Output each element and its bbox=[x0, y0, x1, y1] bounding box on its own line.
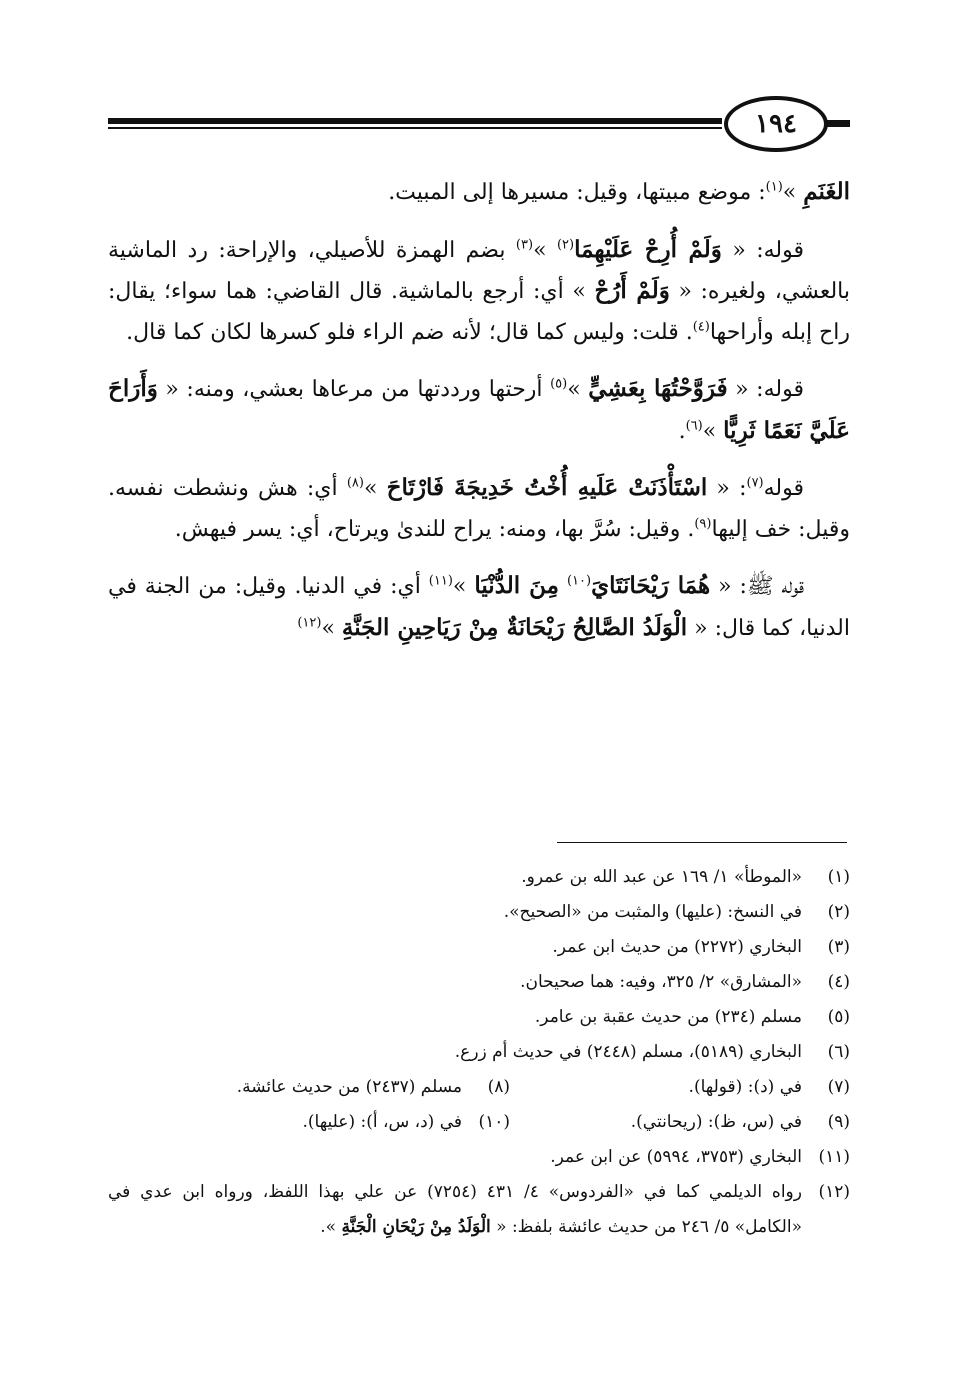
hadith-quote: وَلَمْ أُرِحْ عَلَيْهِمَا bbox=[574, 235, 722, 263]
paragraph bbox=[108, 566, 850, 649]
footnote-row-9-10 bbox=[108, 1105, 850, 1140]
footnote-12 bbox=[108, 1175, 850, 1245]
footnote-5 bbox=[108, 1000, 850, 1035]
text-run: أي: في الدنيا. وقيل: من الجنة في الدنيا، كما قال: « bbox=[108, 574, 850, 641]
page-number: ١٩٤ bbox=[755, 109, 797, 139]
footnote-4 bbox=[108, 965, 850, 1000]
footnote-separator bbox=[557, 842, 847, 843]
footnote-number: (١١) bbox=[818, 1147, 850, 1167]
text-run: . bbox=[678, 418, 686, 444]
text-run: : « bbox=[707, 476, 747, 501]
footnote-8 bbox=[237, 1070, 510, 1105]
footnote-text-tail: ». bbox=[320, 1217, 342, 1237]
text-run: أي: هش ونشطت نفسه. وقيل: خف إليها bbox=[108, 476, 850, 542]
footnote-ref: (٧) bbox=[746, 475, 764, 491]
footnote-ref: (١) bbox=[765, 179, 783, 195]
footnote-text: في (د، س، أ): (عليها). bbox=[302, 1112, 462, 1132]
footnote-number: (٤) bbox=[827, 972, 850, 992]
text-run: » bbox=[321, 615, 342, 641]
footnote-number: (٩) bbox=[827, 1112, 850, 1132]
footnote-ref: (٣) bbox=[515, 237, 534, 253]
text-run: أرحتها ورددتها من مرعاها بعشي، ومنه: « bbox=[157, 377, 551, 402]
footnote-text: «المشارق» ٢/ ٣٢٥، وفيه: هما صحيحان. bbox=[520, 972, 802, 992]
text-run: » أي: أرجع بالماشية. قال القاضي: هما سواء؛ يقال: راح إبله وأراحها bbox=[108, 279, 850, 345]
page-number-badge bbox=[724, 96, 828, 152]
text-run: » bbox=[363, 476, 387, 501]
footnote-1 bbox=[108, 860, 850, 895]
footnote-ref: (٢) bbox=[556, 237, 575, 253]
footnote-ref: (١٢) bbox=[297, 615, 322, 631]
hadith-quote: وَأَرَاحَ عَلَيَّ نَعَمًا ثَرِيًّا bbox=[108, 375, 850, 444]
footnote-number: (٧) bbox=[827, 1077, 850, 1097]
text-run: قوله: « bbox=[727, 377, 804, 402]
footnote-number: (١٢) bbox=[818, 1182, 850, 1202]
paragraph bbox=[108, 369, 850, 452]
footnote-ref: (٨) bbox=[346, 475, 364, 491]
footnote-text: «الموطأ» ١/ ١٦٩ عن عبد الله بن عمرو. bbox=[521, 867, 802, 887]
footnote-quote: الْوَلَدُ مِنْ رَيْحَانِ الْجَنَّةِ bbox=[341, 1217, 491, 1237]
footnote-number: (١٠) bbox=[478, 1112, 510, 1132]
footnote-2 bbox=[108, 895, 850, 930]
footnote-text: البخاري (٣٧٥٣، ٥٩٩٤) عن ابن عمر. bbox=[550, 1147, 802, 1167]
footnote-number: (١) bbox=[827, 867, 850, 887]
paragraph bbox=[108, 230, 850, 354]
paragraph bbox=[108, 468, 850, 550]
footnote-row-7-8 bbox=[108, 1070, 850, 1105]
text-run: : موضع مبيتها، وقيل: مسيرها إلى المبيت. bbox=[388, 180, 766, 205]
footnote-ref: (١١) bbox=[428, 573, 453, 589]
footnote-number: (٦) bbox=[827, 1042, 850, 1062]
footnotes bbox=[108, 860, 850, 1245]
hadith-quote: هُمَا رَيْحَانَتَايَ bbox=[591, 572, 711, 599]
footnote-number: (٥) bbox=[827, 1007, 850, 1027]
main-text bbox=[108, 172, 850, 665]
footnote-10 bbox=[302, 1105, 510, 1140]
footnote-number: (٨) bbox=[487, 1077, 510, 1097]
paragraph bbox=[108, 172, 850, 214]
footnote-text bbox=[108, 1175, 802, 1245]
footnote-number: (٣) bbox=[827, 937, 850, 957]
text-run: بضم الهمزة للأصيلي، والإراحة: رد الماشية بالعشي، ولغيره: « bbox=[108, 237, 850, 304]
text-run bbox=[559, 574, 567, 599]
header-rule-thick bbox=[108, 118, 722, 124]
footnote-number: (٢) bbox=[827, 902, 850, 922]
footnote-6 bbox=[108, 1035, 850, 1070]
footnote-11 bbox=[108, 1140, 850, 1175]
footnote-text: في (د): (قولها). bbox=[688, 1077, 802, 1097]
footnote-text: في (س، ظ): (ريحانتي). bbox=[630, 1112, 802, 1132]
text-run: قوله ﷺ: « bbox=[710, 574, 805, 599]
header-rule-right bbox=[826, 120, 850, 127]
footnote-text: البخاري (٢٢٧٢) من حديث ابن عمر. bbox=[552, 937, 802, 957]
text-run: » bbox=[782, 180, 804, 205]
footnote-9 bbox=[510, 1105, 850, 1140]
hadith-quote: الْوَلَدُ الصَّالِحُ رَيْحَانَةٌ مِنْ رَيَاحِينِ الجَنَّةِ bbox=[341, 613, 688, 641]
text-run: . قلت: وليس كما قال؛ لأنه ضم الراء فلو كسرها لكان كما قال. bbox=[126, 319, 693, 345]
text-run: » bbox=[702, 418, 724, 444]
footnote-text: البخاري (٥١٨٩)، مسلم (٢٤٤٨) في حديث أم زرع. bbox=[454, 1042, 802, 1062]
footnote-ref: (١٠) bbox=[566, 573, 592, 589]
footnote-text: مسلم (٢٣٤) من حديث عقبة بن عامر. bbox=[534, 1007, 802, 1027]
footnote-ref: (٦) bbox=[685, 418, 703, 434]
footnote-ref: (٩) bbox=[694, 516, 712, 532]
text-run: قوله: « bbox=[721, 237, 805, 263]
footnote-ref: (٥) bbox=[550, 376, 568, 392]
text-run: » bbox=[567, 377, 589, 402]
text-run: . وقيل: سُرَّ بها، ومنه: يراح للندىٰ ويرتاح، أي: يسر فيهش. bbox=[174, 516, 695, 542]
footnote-text-main: رواه الديلمي كما في «الفردوس» ٤/ ٤٣١ (٧٢٥٤) عن علي بهذا اللفظ، ورواه ابن عدي في «الكامل» ٥/ ٢٤٦ من حديث عائشة بلفظ: « bbox=[108, 1182, 802, 1237]
footnote-7 bbox=[510, 1070, 850, 1105]
text-run: » bbox=[452, 574, 475, 599]
hadith-quote: اسْتَأْذَنَتْ عَلَيهِ أُخْتُ خَدِيجَةَ فَارْتَاحَ bbox=[386, 474, 708, 501]
footnote-3 bbox=[108, 930, 850, 965]
header-rule-thin bbox=[108, 127, 722, 129]
hadith-quote: فَرَوَّحْتُهَا بِعَشِيٍّ bbox=[588, 375, 728, 402]
text-run: قوله bbox=[763, 476, 805, 501]
footnote-text: في النسخ: (عليها) والمثبت من «الصحيح». bbox=[503, 902, 802, 922]
footnote-ref: (٤) bbox=[692, 319, 710, 335]
hadith-quote: الغَنَمِ bbox=[803, 178, 850, 205]
footnote-text: مسلم (٢٤٣٧) من حديث عائشة. bbox=[236, 1077, 462, 1097]
hadith-quote: وَلَمْ أَرُحْ bbox=[594, 277, 670, 304]
page-header bbox=[108, 96, 850, 160]
hadith-quote: مِنَ الدُّنْيَا bbox=[474, 572, 559, 599]
text-run: » bbox=[533, 237, 557, 263]
